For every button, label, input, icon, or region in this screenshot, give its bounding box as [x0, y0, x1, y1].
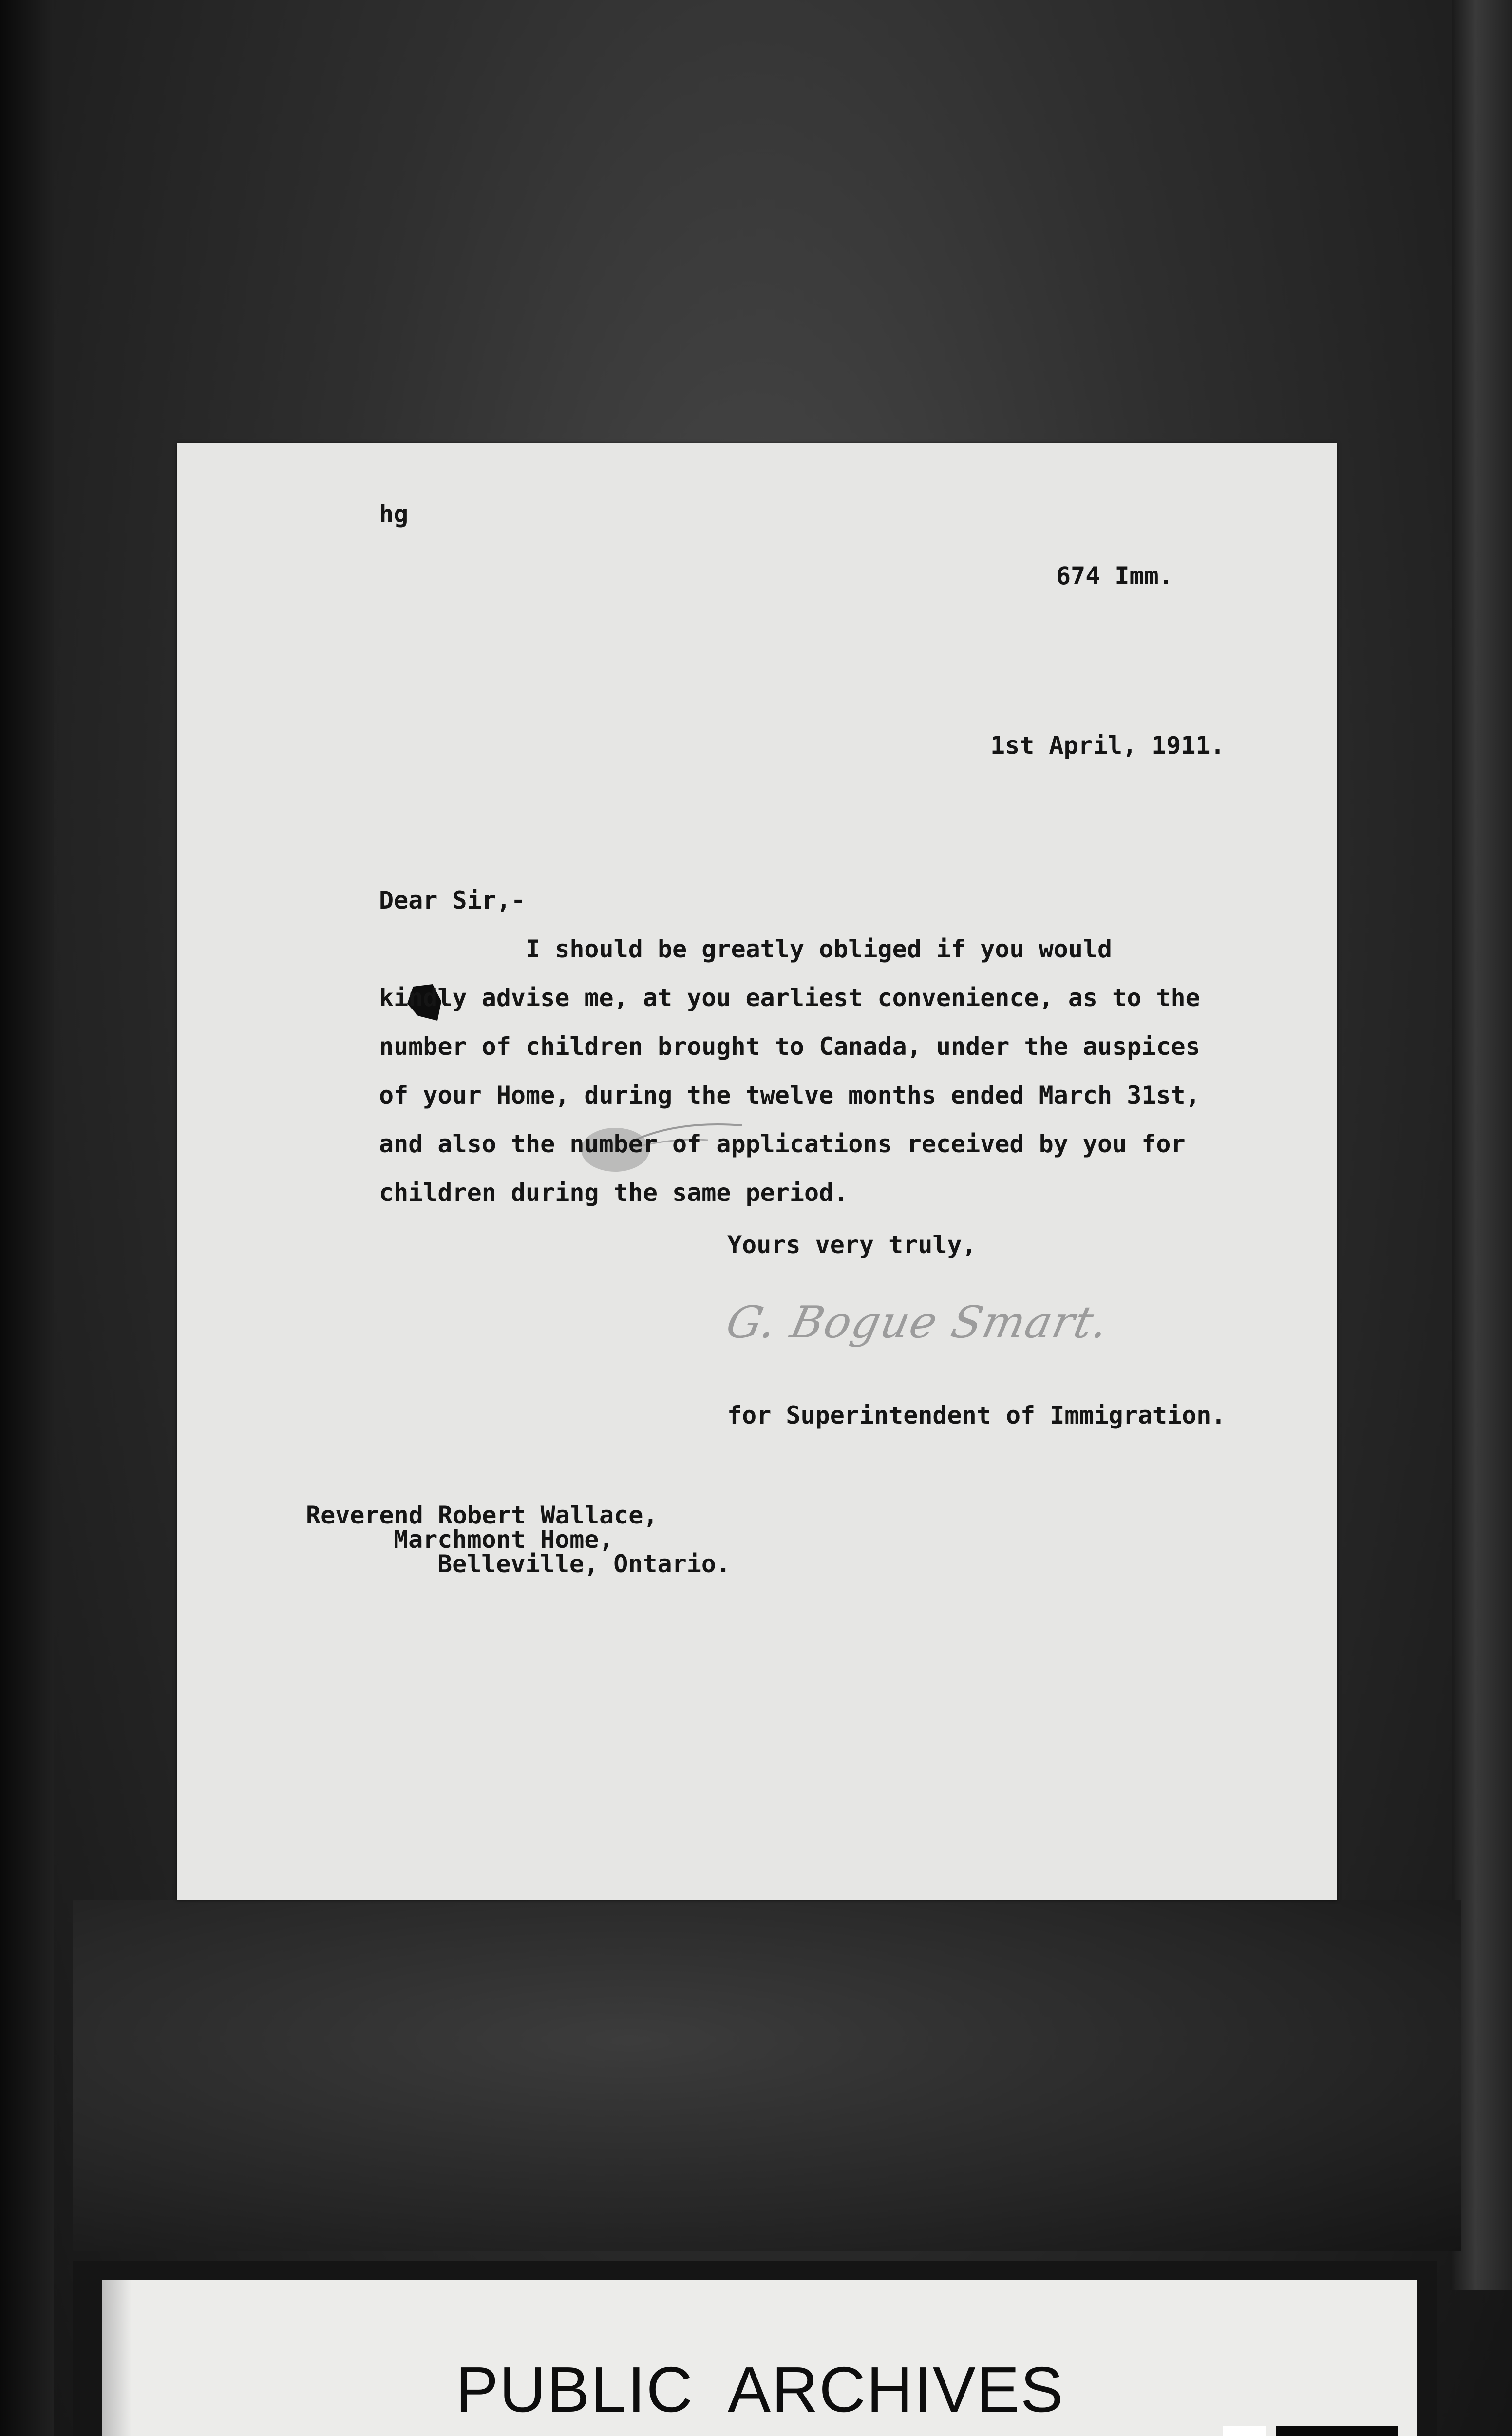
body-line: number of children brought to Canada, under the auspices [379, 1032, 1200, 1061]
address-line: Marchmont Home, [394, 1525, 614, 1554]
salutation: Dear Sir,- [379, 886, 526, 914]
handwritten-signature [721, 1294, 1114, 1367]
body-line: of your Home, during the twelve months ended March 31st, [379, 1081, 1200, 1109]
file-reference: 674 Imm. [1056, 562, 1173, 590]
film-edge-left [0, 0, 54, 2436]
signatory-title: for Superintendent of Immigration. [727, 1401, 1226, 1429]
body-line: I should be greatly obliged if you would [379, 935, 1113, 963]
body-line: children during the same period. [379, 1179, 849, 1207]
address-line: Reverend Robert Wallace, [306, 1501, 658, 1529]
archive-label-english: PUBLIC ARCHIVES [455, 2354, 1064, 2425]
label-black-block [1276, 2426, 1398, 2436]
label-edge-shadow [102, 2280, 132, 2436]
label-white-tab [1223, 2426, 1266, 2436]
recipient-address [306, 1503, 731, 1576]
archive-label [102, 2280, 1418, 2436]
lower-mount-area [73, 1900, 1461, 2251]
letter-date: 1st April, 1911. [990, 731, 1225, 760]
letter-body [379, 925, 1266, 1217]
body-line: kindly advise me, at you earliest convenience, as to the [379, 984, 1200, 1012]
body-line: and also the number of applications received by you for [379, 1130, 1186, 1158]
closing: Yours very truly, [727, 1231, 977, 1259]
typist-initials: hg [379, 500, 409, 528]
letter-page [177, 443, 1337, 1900]
address-line: Belleville, Ontario. [437, 1550, 731, 1578]
signature-text: G. Bogue Smart. [721, 1297, 1114, 1348]
